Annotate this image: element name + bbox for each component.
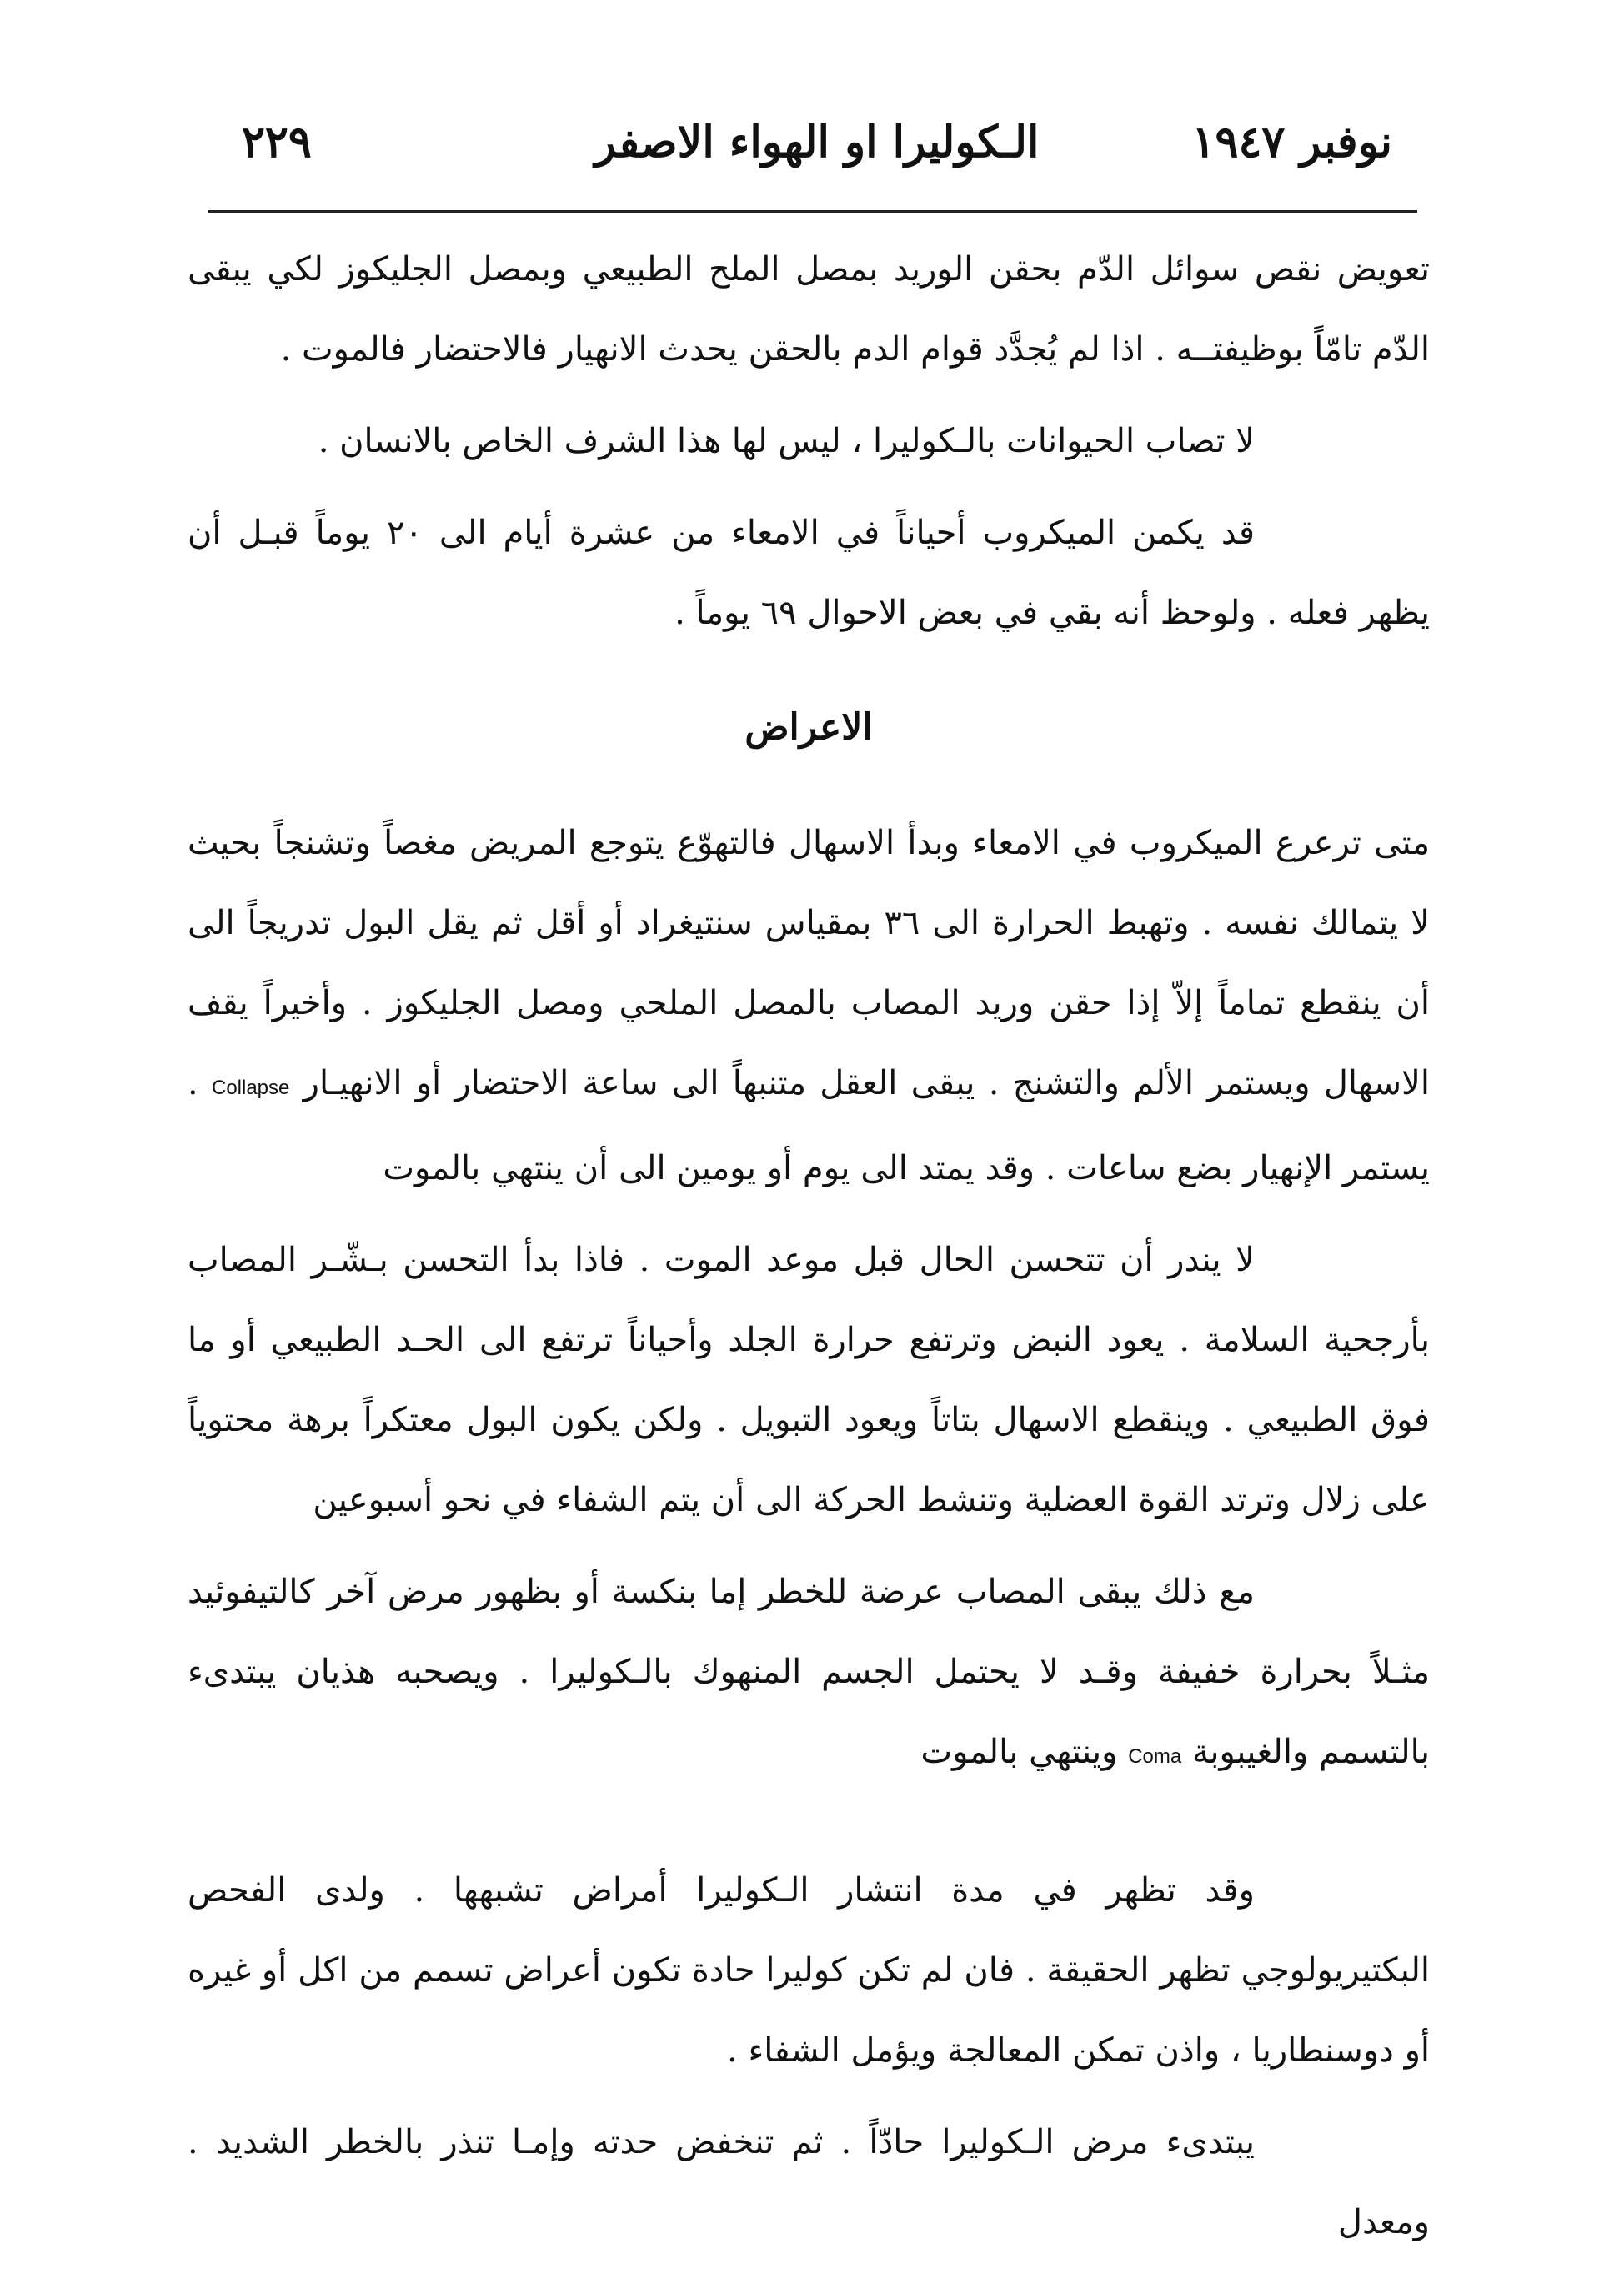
body-text (188, 229, 1430, 2274)
paragraph: لا تصاب الحيوانات بالـكوليرا ، ليس لها هذا الشرف الخاص بالانسان . (318, 422, 1255, 460)
paragraph-text: وينتهي بالموت (920, 1733, 1118, 1771)
page-number: ٢٢٩ (242, 117, 312, 168)
paragraph-text: متى ترعرع الميكروب في الامعاء وبدأ الاسهال فالتهوّع يتوجع المريض مغصاً وتشنجاً بحيث لا يتمالك نفسه . وتهبط الحرارة الى ٣٦ بمقياس سنتيغراد أو أقل ثم يقل البول تدريجاً الى أن ينقطع تماماً إلاّ إذا حقن وريد المصاب بالمصل الملحي ومصل الجليكوز . وأخيراً يقف الاسهال ويستمر الألم والتشنج . يبقى العقل متنبهاً الى ساعة الاحتضار أو الانهيـار (188, 824, 1430, 1102)
paragraph (188, 803, 1430, 1208)
paragraph: يبتدىء مرض الـكوليرا حادّاً . ثم تنخفض حدته وإمـا تنذر بالخطر الشديد . ومعدل (188, 2123, 1430, 2241)
section-heading: الاعراض (744, 706, 873, 749)
latin-term: Collapse (211, 1077, 290, 1099)
paragraph-text: مع ذلك يبقى المصاب عرضة للخطر إما بنكسة أو بظهور مرض آخر كالتيفوئيد مثـلاً بحرارة خفيفة وقـد لا يحتمل الجسم المنهوك بالـكوليرا . ويصحبه هذيان يبتدىء بالتسمم والغيبوبة (188, 1573, 1430, 1771)
paragraph (188, 1552, 1430, 1797)
paragraph: تعويض نقص سوائل الدّم بحقن الوريد بمصل الملح الطبيعي وبمصل الجليكوز لكي يبقى الدّم تامّاً بوظيفتــه . اذا لم يُجدَّد قوام الدم بالحقن يحدث الانهيار فالاحتضار فالموت . (188, 250, 1430, 369)
paragraph: لا يندر أن تتحسن الحال قبل موعد الموت . فاذا بدأ التحسن بـشّـر المصاب بأرجحية السلامة . يعود النبض وترتفع حرارة الجلد وأحياناً ترتفع الى الحـد الطبيعي أو ما فوق الطبيعي . وينقطع الاسهال بتاتاً ويعود التبويل . ولكن يكون البول معتكراً برهة محتوياً على زلال وترتد القوة العضلية وتنشط الحركة الى أن يتم الشفاء في نحو أسبوعين (188, 1241, 1430, 1519)
running-header (242, 117, 1392, 183)
paragraph-text: . يستمر الإنهيار بضع ساعات . وقد يمتد الى يوم أو يومين الى أن ينتهي بالموت (188, 1064, 1430, 1187)
latin-term: Coma (1128, 1745, 1182, 1768)
header-rule (208, 210, 1417, 213)
header-date: نوفبر ١٩٤٧ (1191, 117, 1392, 168)
header-title: الـكوليرا او الهواء الاصفر (594, 117, 1040, 168)
paragraph: وقد تظهر في مدة انتشار الـكوليرا أمراض تشبهها . ولدى الفحص البكتيريولوجي تظهر الحقيقة . فان لم تكن كوليرا حادة تكون أعراض تسمم من اكل أو غيره أو دوسنطاريا ، واذن تمكن المعالجة ويؤمل الشفاء . (188, 1871, 1430, 2070)
paragraph: قد يكمن الميكروب أحياناً في الامعاء من عشرة أيام الى ٢٠ يوماً قبـل أن يظهر فعله . ولوحظ أنه بقي في بعض الاحوال ٦٩ يوماً . (188, 514, 1430, 632)
